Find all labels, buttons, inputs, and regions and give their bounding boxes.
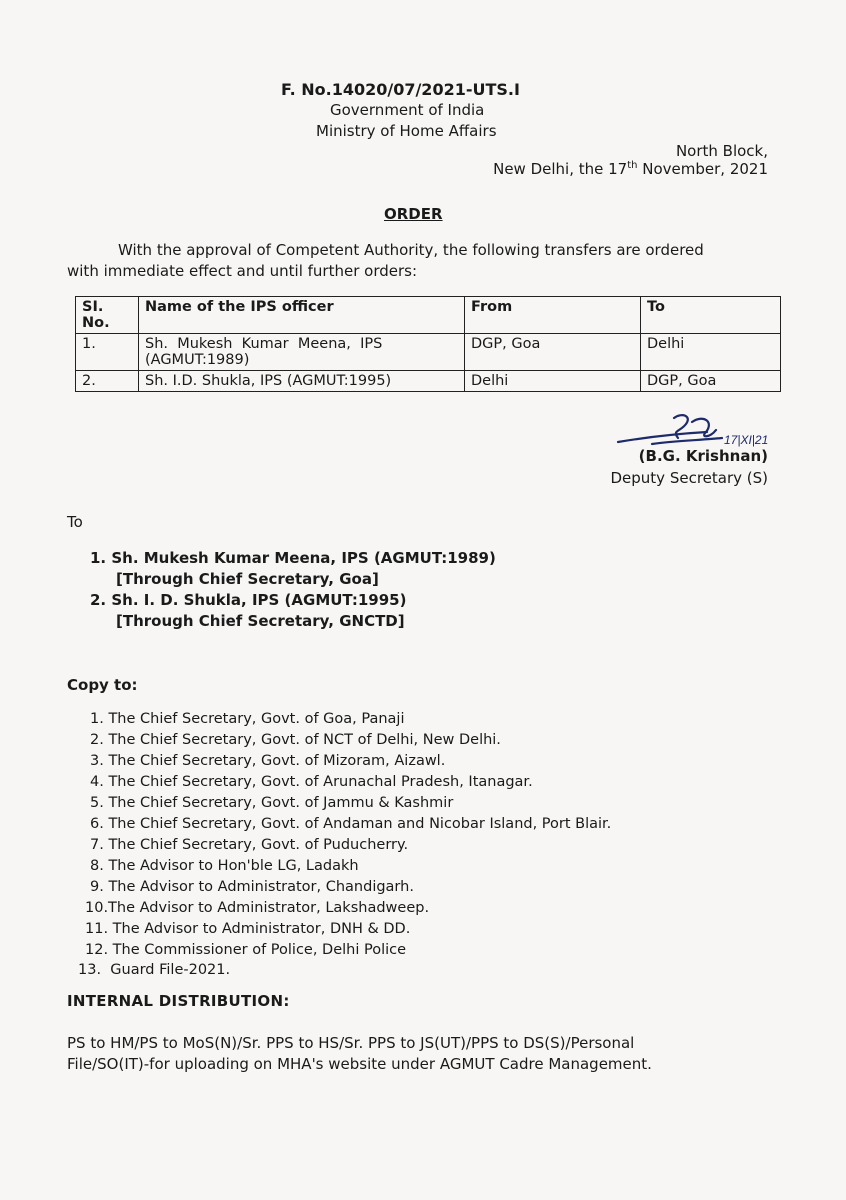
date-prefix: New Delhi, the 17 bbox=[493, 160, 628, 178]
list-item: 13. Guard File-2021. bbox=[78, 962, 231, 978]
signatory-name: (B.G. Krishnan) bbox=[638, 447, 768, 465]
addressee-2-line1: 2. Sh. I. D. Shukla, IPS (AGMUT:1995) bbox=[90, 591, 407, 609]
intro-line-2: with immediate effect and until further orders: bbox=[67, 262, 418, 280]
list-item: 11. The Advisor to Administrator, DNH & DD. bbox=[85, 921, 411, 937]
government-name: Government of India bbox=[330, 101, 485, 119]
list-item: 9. The Advisor to Administrator, Chandigarh. bbox=[90, 879, 414, 895]
row-sl: 2. bbox=[76, 371, 139, 392]
file-number: F. No.14020/07/2021-UTS.I bbox=[281, 80, 520, 99]
row-to: Delhi bbox=[641, 334, 781, 371]
col-header-sl bbox=[76, 297, 139, 334]
list-item: 10.The Advisor to Administrator, Lakshadweep. bbox=[85, 900, 430, 916]
list-item: 1. The Chief Secretary, Govt. of Goa, Panaji bbox=[90, 711, 405, 727]
row-to: DGP, Goa bbox=[641, 371, 781, 392]
internal-distribution-line-2: File/SO(IT)-for uploading on MHA's website under AGMUT Cadre Management. bbox=[67, 1055, 652, 1073]
addressee-1-line2: [Through Chief Secretary, Goa] bbox=[116, 570, 379, 588]
date-suffix: November, 2021 bbox=[637, 160, 768, 178]
row-from: DGP, Goa bbox=[465, 334, 641, 371]
list-item: 5. The Chief Secretary, Govt. of Jammu & Kashmir bbox=[90, 795, 454, 811]
row-officer-name bbox=[139, 334, 465, 371]
internal-distribution-line-1: PS to HM/PS to MoS(N)/Sr. PPS to HS/Sr. PPS to JS(UT)/PPS to DS(S)/Personal bbox=[67, 1034, 635, 1052]
list-item: 3. The Chief Secretary, Govt. of Mizoram, Aizawl. bbox=[90, 753, 446, 769]
col-header-sl-line1: SI. bbox=[82, 299, 104, 315]
table-row bbox=[76, 334, 781, 371]
col-header-to: To bbox=[641, 297, 781, 334]
list-item: 6. The Chief Secretary, Govt. of Andaman and Nicobar Island, Port Blair. bbox=[90, 816, 612, 832]
intro-line-1: With the approval of Competent Authority, the following transfers are ordered bbox=[118, 241, 704, 259]
transfers-table bbox=[75, 296, 781, 392]
date-line bbox=[493, 160, 768, 178]
signature-date: 17|XI|21 bbox=[724, 433, 769, 447]
to-label: To bbox=[67, 513, 83, 531]
addressee-1-line1: 1. Sh. Mukesh Kumar Meena, IPS (AGMUT:1989) bbox=[90, 549, 496, 567]
ministry-name: Ministry of Home Affairs bbox=[316, 122, 497, 140]
list-item: 4. The Chief Secretary, Govt. of Arunachal Pradesh, Itanagar. bbox=[90, 774, 533, 790]
list-item: 8. The Advisor to Hon'ble LG, Ladakh bbox=[90, 858, 359, 874]
col-header-name: Name of the IPS officer bbox=[139, 297, 465, 334]
list-item: 2. The Chief Secretary, Govt. of NCT of Delhi, New Delhi. bbox=[90, 732, 501, 748]
list-item: 12. The Commissioner of Police, Delhi Police bbox=[85, 942, 407, 958]
table-header-row bbox=[76, 297, 781, 334]
date-superscript: th bbox=[627, 160, 638, 171]
place-line: North Block, bbox=[675, 142, 768, 160]
row-sl: 1. bbox=[76, 334, 139, 371]
signatory-designation: Deputy Secretary (S) bbox=[610, 469, 768, 487]
row-officer-name: Sh. I.D. Shukla, IPS (AGMUT:1995) bbox=[139, 371, 465, 392]
table-row bbox=[76, 371, 781, 392]
addressee-2-line2: [Through Chief Secretary, GNCTD] bbox=[116, 612, 405, 630]
internal-distribution-label: INTERNAL DISTRIBUTION: bbox=[67, 992, 290, 1010]
col-header-from: From bbox=[465, 297, 641, 334]
officer-name-line2: (AGMUT:1989) bbox=[145, 352, 250, 368]
col-header-sl-line2: No. bbox=[82, 315, 110, 331]
officer-name-line1: Sh. Mukesh Kumar Meena, IPS bbox=[145, 336, 383, 352]
copy-to-label: Copy to: bbox=[67, 676, 138, 694]
order-title: ORDER bbox=[384, 205, 443, 223]
row-from: Delhi bbox=[465, 371, 641, 392]
list-item: 7. The Chief Secretary, Govt. of Puducherry. bbox=[90, 837, 409, 853]
